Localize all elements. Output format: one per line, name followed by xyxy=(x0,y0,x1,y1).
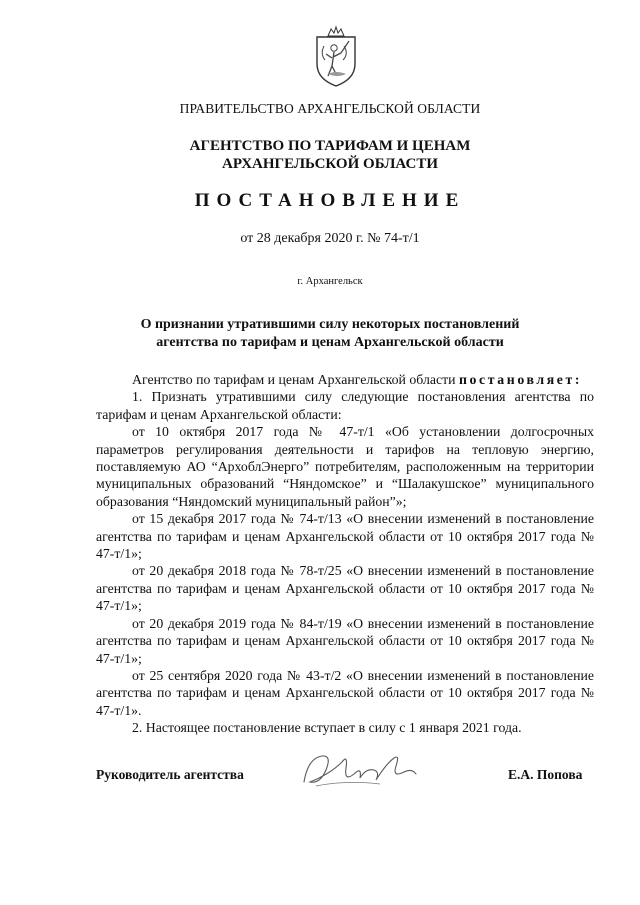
repealed-decree-3: от 20 декабря 2018 года № 78-т/25 «О внесении изменений в постановление агентства по тарифам и ценам Архангельской области от 10 октября 2017 года № 47-т/1»; xyxy=(96,563,594,614)
intro-text: Агентство по тарифам и ценам Архангельской области xyxy=(132,372,459,387)
repealed-decree-2: от 15 декабря 2017 года № 74-т/13 «О внесении изменений в постановление агентства по тарифам и ценам Архангельской области от 10 октября 2017 года № 47-т/1»; xyxy=(96,511,594,562)
signatory-name: Е.А. Попова xyxy=(508,767,583,782)
subject-line2: агентства по тарифам и ценам Архангельской области xyxy=(156,335,504,350)
document-city: г. Архангельск xyxy=(297,276,363,287)
coat-of-arms-icon xyxy=(308,24,364,88)
item-1: 1. Признать утратившими силу следующие постановления агентства по тарифам и ценам Архангельской области: xyxy=(96,389,594,422)
repealed-decree-4: от 20 декабря 2019 года № 84-т/19 «О внесении изменений в постановление агентства по тарифам и ценам Архангельской области от 10 октября 2017 года № 47-т/1»; xyxy=(96,615,594,666)
intro-resolves: постановляет: xyxy=(458,372,583,387)
document-subject xyxy=(60,316,600,352)
handwritten-signature xyxy=(296,746,422,792)
agency-title xyxy=(60,137,600,173)
document-date-number: от 28 декабря 2020 г. № 74-т/1 xyxy=(240,231,420,246)
agency-title-line1: АГЕНТСТВО ПО ТАРИФАМ И ЦЕНАМ xyxy=(189,138,471,154)
document-body xyxy=(96,371,594,737)
repealed-decree-1: от 10 октября 2017 года № 47-т/1 «Об установлении долгосрочных параметров регулирования деятельности и тарифов на тепловую энергию, поставляемую АО “АрхоблЭнерго” потребителям, расположенным на территории муниципальных образований “Няндомское” и “Шалакушское” муниципального образования “Няндомский муниципальный район”»; xyxy=(96,424,594,509)
subject-line1: О признании утратившими силу некоторых постановлений xyxy=(140,317,520,332)
intro-paragraph xyxy=(96,371,594,388)
signatory-title: Руководитель агентства xyxy=(96,767,244,782)
item-2: 2. Настоящее постановление вступает в силу с 1 января 2021 года. xyxy=(132,720,522,736)
document-type: ПОСТАНОВЛЕНИЕ xyxy=(194,190,466,211)
agency-title-line2: АРХАНГЕЛЬСКОЙ ОБЛАСТИ xyxy=(222,156,438,172)
repealed-decree-5: от 25 сентября 2020 года № 43-т/2 «О внесении изменений в постановление агентства по тарифам и ценам Архангельской области от 10 октября 2017 года № 47-т/1». xyxy=(96,667,594,718)
government-title: ПРАВИТЕЛЬСТВО АРХАНГЕЛЬСКОЙ ОБЛАСТИ xyxy=(179,101,481,116)
